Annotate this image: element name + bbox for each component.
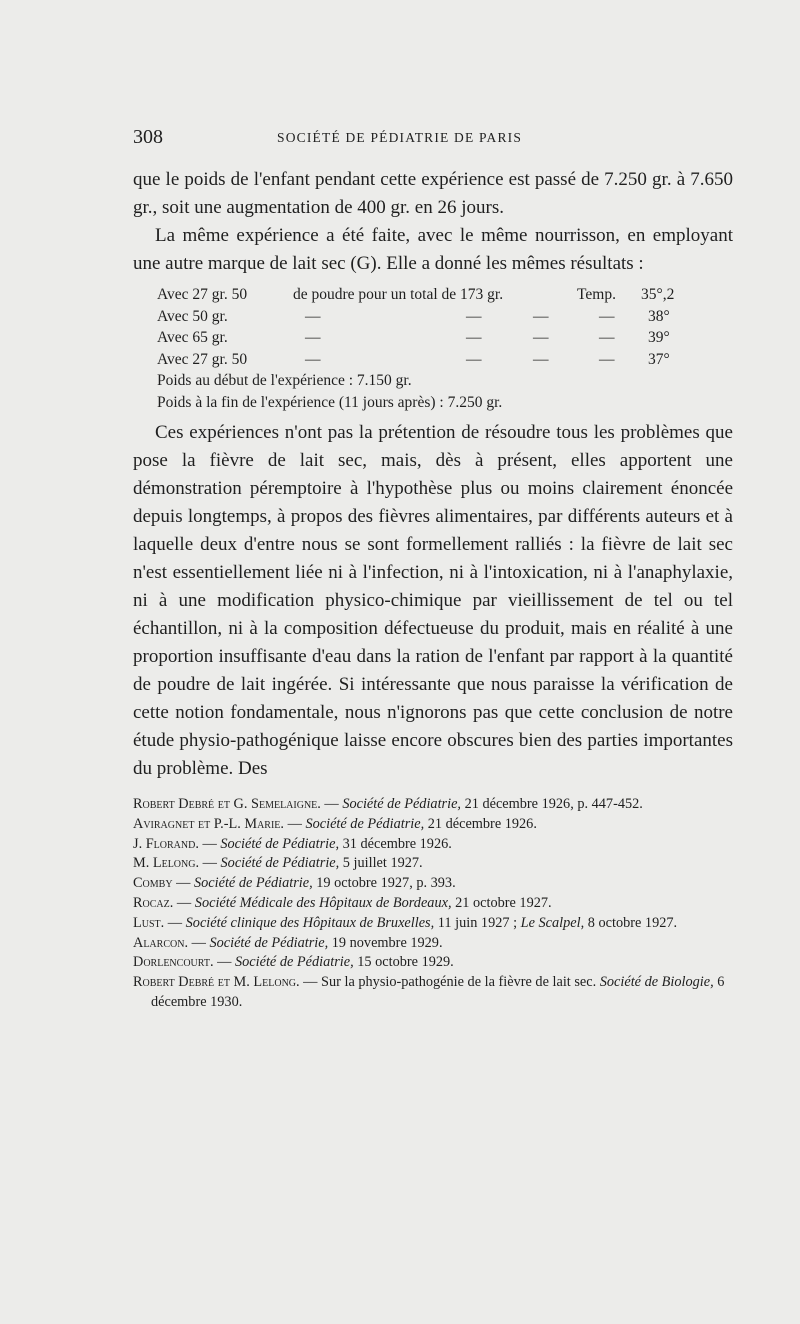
running-title: SOCIÉTÉ DE PÉDIATRIE DE PARIS bbox=[277, 130, 523, 145]
ditto-mark: — bbox=[533, 329, 549, 346]
reference-authors: Robert Debré et M. Lelong. bbox=[133, 974, 300, 991]
ditto-mark: — bbox=[533, 350, 549, 368]
reference-authors: Comby bbox=[133, 875, 173, 892]
ditto-mark: — bbox=[466, 329, 482, 346]
reference-journal: Société de Pédiatrie, bbox=[194, 875, 313, 892]
reference-detail: 6 décembre 1930. bbox=[151, 974, 725, 1010]
ditto-mark: — bbox=[305, 350, 321, 368]
ditto-mark: — bbox=[305, 307, 321, 325]
reference-item: Robert Debré et M. Lelong. — Sur la physio-pathogénie de la fièvre de lait sec. Société de Biologie, 6 décembre 1930. bbox=[133, 974, 725, 1010]
description-cell: de poudre pour un total de 173 gr. bbox=[293, 286, 504, 303]
reference-detail: 21 décembre 1926. bbox=[427, 815, 537, 832]
reference-journal: Société de Pédiatrie, bbox=[220, 835, 340, 852]
results-row bbox=[157, 306, 733, 328]
reference-text: Sur la physio-pathogénie de la fièvre de lait sec. bbox=[321, 974, 597, 991]
reference-item: Dorlencourt. — Société de Pédiatrie, 15 octobre 1929. bbox=[133, 954, 454, 971]
reference-detail: 15 octobre 1929. bbox=[357, 954, 454, 971]
reference-authors: J. Florand. bbox=[133, 835, 199, 852]
reference-detail: 11 juin 1927 ; bbox=[437, 914, 518, 931]
temperature-cell: 37° bbox=[648, 350, 670, 368]
ditto-mark: — bbox=[466, 350, 482, 368]
reference-journal: Société de Biologie, bbox=[599, 974, 714, 991]
reference-journal: Société Médicale des Hôpitaux de Bordeaux, bbox=[194, 894, 452, 911]
reference-item: Lust. — Société clinique des Hôpitaux de Bruxelles, 11 juin 1927 ; Le Scalpel, 8 octobre 1927. bbox=[133, 914, 678, 931]
reference-item: Aviragnet et P.-L. Marie. — Société de Pédiatrie, 21 décembre 1926. bbox=[133, 815, 537, 832]
weight-end: Poids à la fin de l'expérience (11 jours après) : 7.250 gr. bbox=[157, 393, 503, 411]
reference-journal: Société de Pédiatrie, bbox=[220, 855, 340, 872]
reference-journal: Société de Pédiatrie, bbox=[209, 934, 329, 951]
reference-detail: 19 novembre 1929. bbox=[331, 934, 443, 951]
temp-label: Temp. bbox=[577, 286, 616, 303]
reference-authors: Robert Debré et G. Semelaigne. bbox=[133, 796, 321, 812]
reference-authors: Dorlencourt. bbox=[133, 954, 214, 971]
temperature-cell: 35°,2 bbox=[641, 286, 675, 303]
reference-journal-2: Le Scalpel, bbox=[520, 914, 585, 931]
reference-authors: Aviragnet et P.-L. Marie. bbox=[133, 815, 284, 832]
reference-detail: 19 octobre 1927, p. 393. bbox=[316, 875, 456, 892]
reference-detail: 21 octobre 1927. bbox=[455, 894, 552, 911]
ditto-mark: — bbox=[533, 307, 549, 325]
reference-detail-2: 8 octobre 1927. bbox=[587, 914, 678, 931]
ditto-mark: — bbox=[599, 329, 615, 346]
paragraph-continuation: que le poids de l'enfant pendant cette expérience est passé de 7.250 gr. à 7.650 gr., soit une augmentation de 400 gr. en 26 jours. bbox=[133, 169, 733, 218]
amount-cell: Avec 50 gr. bbox=[157, 307, 228, 325]
reference-detail: 21 décembre 1926, p. 447-452. bbox=[464, 796, 643, 812]
reference-item: Alarcon. — Société de Pédiatrie, 19 novembre 1929. bbox=[133, 934, 443, 951]
temperature-cell: 38° bbox=[648, 307, 670, 325]
results-row bbox=[157, 327, 733, 349]
reference-authors: Alarcon. bbox=[133, 934, 189, 951]
reference-item: Rocaz. — Société Médicale des Hôpitaux de Bordeaux, 21 octobre 1927. bbox=[133, 894, 552, 911]
reference-journal: Société de Pédiatrie, bbox=[234, 954, 354, 971]
weight-start: Poids au début de l'expérience : 7.150 gr. bbox=[157, 372, 412, 389]
references bbox=[133, 795, 733, 1013]
amount-cell: Avec 65 gr. bbox=[157, 329, 228, 346]
reference-journal: Société de Pédiatrie, bbox=[305, 815, 425, 832]
reference-detail: 5 juillet 1927. bbox=[342, 855, 423, 872]
results-row bbox=[157, 349, 733, 371]
reference-item: Robert Debré et G. Semelaigne. — Société de Pédiatrie, 21 décembre 1926, p. 447-452. bbox=[133, 796, 643, 812]
results-table bbox=[157, 284, 733, 413]
amount-cell: Avec 27 gr. 50 bbox=[157, 286, 248, 303]
page-header bbox=[133, 126, 733, 156]
ditto-mark: — bbox=[305, 329, 321, 346]
reference-item: Comby — Société de Pédiatrie, 19 octobre 1927, p. 393. bbox=[133, 875, 456, 892]
amount-cell: Avec 27 gr. 50 bbox=[157, 350, 248, 368]
page-body bbox=[133, 166, 733, 1013]
reference-journal: Société de Pédiatrie, bbox=[342, 796, 462, 812]
ditto-mark: — bbox=[466, 307, 482, 325]
paragraph-conclusion: Ces expériences n'ont pas la prétention de résoudre tous les problèmes que pose la fièvre de lait sec, mais, dès à présent, elles apportent une démonstration péremptoire à l'hypothèse plus ou moins clairement énoncée depuis longtemps, à propos des fièvres alimentaires, par différents auteurs et à laquelle deux d'entre nous se sont formellement ralliés : la fièvre de lait sec n'est essentiellement liée ni à l'infection, ni à l'intoxication, ni à l'anaphylaxie, ni à une modification physico-chimique par vieillissement de tel ou tel échantillon, ni à la composition défectueuse du produit, mais en réalité à une proportion insuffisante d'eau dans la ration de l'enfant par rapport à la quantité de poudre de lait ingérée. Si intéressante que nous paraisse la vérification de cette notion fondamentale, nous n'ignorons pas que cette conclusion de notre étude physio-pathogénique laisse encore obscures bien des parties importantes du problème. Des bbox=[133, 422, 733, 779]
ditto-mark: — bbox=[599, 307, 615, 325]
paragraph-experiment: La même expérience a été faite, avec le même nourrisson, en employant une autre marque de lait sec (G). Elle a donné les mêmes résultats : bbox=[133, 225, 733, 274]
reference-item: J. Florand. — Société de Pédiatrie, 31 décembre 1926. bbox=[133, 835, 452, 852]
results-row bbox=[157, 284, 733, 306]
reference-authors: M. Lelong. bbox=[133, 855, 200, 872]
reference-detail: 31 décembre 1926. bbox=[342, 835, 452, 852]
reference-item: M. Lelong. — Société de Pédiatrie, 5 juillet 1927. bbox=[133, 855, 423, 872]
temperature-cell: 39° bbox=[648, 329, 670, 346]
reference-journal: Société clinique des Hôpitaux de Bruxelles, bbox=[185, 914, 435, 931]
reference-authors: Rocaz. bbox=[133, 894, 174, 911]
ditto-mark: — bbox=[599, 350, 615, 368]
page-number: 308 bbox=[133, 126, 163, 148]
reference-authors: Lust. bbox=[133, 914, 165, 931]
